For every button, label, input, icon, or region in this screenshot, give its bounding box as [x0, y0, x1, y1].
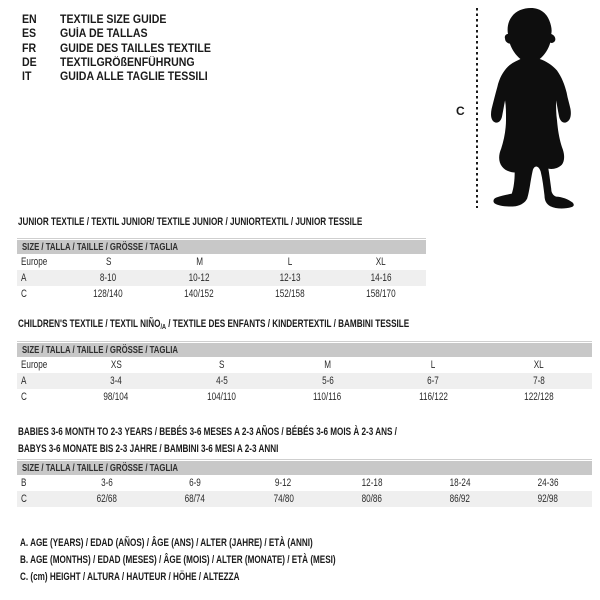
- language-code: ES: [22, 28, 37, 41]
- value-cell: 18-24: [449, 477, 471, 489]
- guide-title: GUIDE DES TAILLES TEXTILE: [60, 42, 211, 55]
- footnote-b: B. AGE (MONTHS) / EDAD (MESES) / ÂGE (MOIS) / ALTER (MONATE) / ETÀ (MESI): [20, 554, 336, 567]
- value-cell: 24-36: [537, 477, 559, 489]
- row-label-cell: B: [21, 477, 27, 489]
- guide-title: GUIDA ALLE TAGLIE TESSILI: [60, 71, 208, 84]
- table-body: [17, 357, 592, 405]
- value-cell: 12-13: [279, 272, 301, 284]
- value-cell: 140/152: [184, 288, 214, 300]
- language-code: IT: [22, 71, 32, 84]
- value-cell: S: [105, 256, 112, 268]
- value-cell: 8-10: [100, 272, 117, 284]
- language-row: [22, 70, 224, 84]
- baby-silhouette-icon: [487, 7, 577, 211]
- babies-size-table: [17, 459, 592, 507]
- language-row: [22, 42, 224, 56]
- junior-size-table: [17, 238, 426, 302]
- size-header-bar: SIZE / TALLA / TAILLE / GRÖSSE / TAGLIA: [17, 240, 426, 254]
- children-table-title: CHILDREN'S TEXTILE / TEXTIL $NIÑO_{/A}$ / TEXTILE DES ENFANTS / KINDERTEXTIL / BAMBINI TESSILE: [18, 318, 410, 331]
- value-cell: 104/110: [207, 391, 237, 403]
- footnote-c: C. (cm) HEIGHT / ALTURA / HAUTEUR / HÖHE / ALTEZZA: [20, 571, 240, 584]
- value-cell: 5-6: [321, 375, 334, 387]
- value-cell: M: [324, 359, 331, 371]
- value-cell: 62/68: [96, 493, 118, 505]
- footnote-a: A. AGE (YEARS) / EDAD (AÑOS) / ÂGE (ANS) / ALTER (JAHRE) / ETÀ (ANNI): [20, 537, 313, 549]
- table-body: [17, 254, 426, 302]
- value-cell: M: [195, 256, 203, 268]
- row-label-cell: A: [21, 272, 27, 284]
- value-cell: 6-7: [427, 375, 440, 387]
- value-cell: 14-16: [370, 272, 392, 284]
- guide-title: TEXTILGRÖßENFÜHRUNG: [60, 56, 195, 69]
- value-cell: XL: [534, 359, 545, 371]
- size-header-bar: SIZE / TALLA / TAILLE / GRÖSSE / TAGLIA: [17, 343, 592, 357]
- junior-table-title: JUNIOR TEXTILE / TEXTIL JUNIOR/ TEXTILE JUNIOR / JUNIORTEXTIL / JUNIOR TESSILE: [18, 216, 363, 228]
- value-cell: 68/74: [185, 493, 206, 505]
- value-cell: 12-18: [361, 477, 383, 489]
- language-row: [22, 56, 224, 70]
- value-cell: 98/104: [103, 391, 129, 403]
- table-row: [17, 357, 592, 373]
- row-label-cell: Europe: [21, 359, 48, 371]
- value-cell: 86/92: [449, 493, 470, 505]
- value-cell: 4-5: [215, 375, 228, 387]
- value-cell: 116/122: [418, 391, 448, 403]
- row-label-cell: Europe: [21, 256, 48, 268]
- language-row: [22, 13, 224, 27]
- footnote-legend: [20, 535, 447, 587]
- value-cell: L: [287, 256, 293, 268]
- height-measure-label: C: [456, 104, 465, 118]
- value-cell: 92/98: [537, 493, 559, 505]
- table-row: [17, 475, 592, 491]
- value-cell: L: [431, 359, 436, 371]
- value-cell: 158/170: [365, 288, 396, 300]
- table-top-border: [17, 341, 592, 342]
- value-cell: S: [218, 359, 225, 371]
- value-cell: XS: [110, 359, 122, 371]
- table-body: [17, 475, 592, 507]
- value-cell: 9-12: [275, 477, 292, 489]
- table-row: [17, 389, 592, 405]
- row-label-cell: C: [21, 288, 27, 300]
- language-code: FR: [22, 42, 37, 55]
- value-cell: 7-8: [533, 375, 545, 387]
- table-row: [17, 270, 426, 286]
- value-cell: 6-9: [189, 477, 202, 489]
- table-top-border: [17, 459, 592, 460]
- language-title-list: [22, 13, 224, 84]
- value-cell: 74/80: [273, 493, 294, 505]
- value-cell: 3-4: [110, 375, 122, 387]
- value-cell: 122/128: [524, 391, 554, 403]
- children-size-table: [17, 341, 592, 405]
- size-header-bar: SIZE / TALLA / TAILLE / GRÖSSE / TAGLIA: [17, 461, 592, 475]
- table-row: [17, 373, 592, 389]
- subscript-text: /A: [160, 322, 166, 331]
- guide-title: TEXTILE SIZE GUIDE: [60, 14, 167, 26]
- language-code: DE: [22, 56, 37, 69]
- value-cell: XL: [375, 256, 386, 268]
- language-row: [22, 27, 224, 41]
- value-cell: 128/140: [93, 288, 124, 300]
- value-cell: 152/158: [275, 288, 305, 300]
- table-row: [17, 286, 426, 302]
- row-label-cell: A: [21, 375, 27, 387]
- table-row: [17, 491, 592, 507]
- value-cell: 3-6: [101, 477, 113, 489]
- language-code: EN: [22, 14, 37, 26]
- value-cell: 80/86: [361, 493, 382, 505]
- height-measure-dotted-line: [476, 8, 478, 208]
- guide-title: GUÍA DE TALLAS: [60, 28, 148, 41]
- table-row: [17, 254, 426, 270]
- row-label-cell: C: [21, 493, 27, 505]
- value-cell: 110/116: [313, 391, 342, 403]
- row-label-cell: C: [21, 391, 27, 403]
- babies-table-title: BABIES 3-6 MONTH TO 2-3 YEARS / BEBÉS 3-6 MESES A 2-3 AÑOS / BÉBÉS 3-6 MOIS À 2-3 ANS / BABYS 3-6 MONATE BIS 2-3 JAHRE / BAMBINI 3-6 MESI A 2-3 ANNI: [18, 426, 397, 455]
- value-cell: 10-12: [188, 272, 210, 284]
- table-top-border: [17, 238, 426, 239]
